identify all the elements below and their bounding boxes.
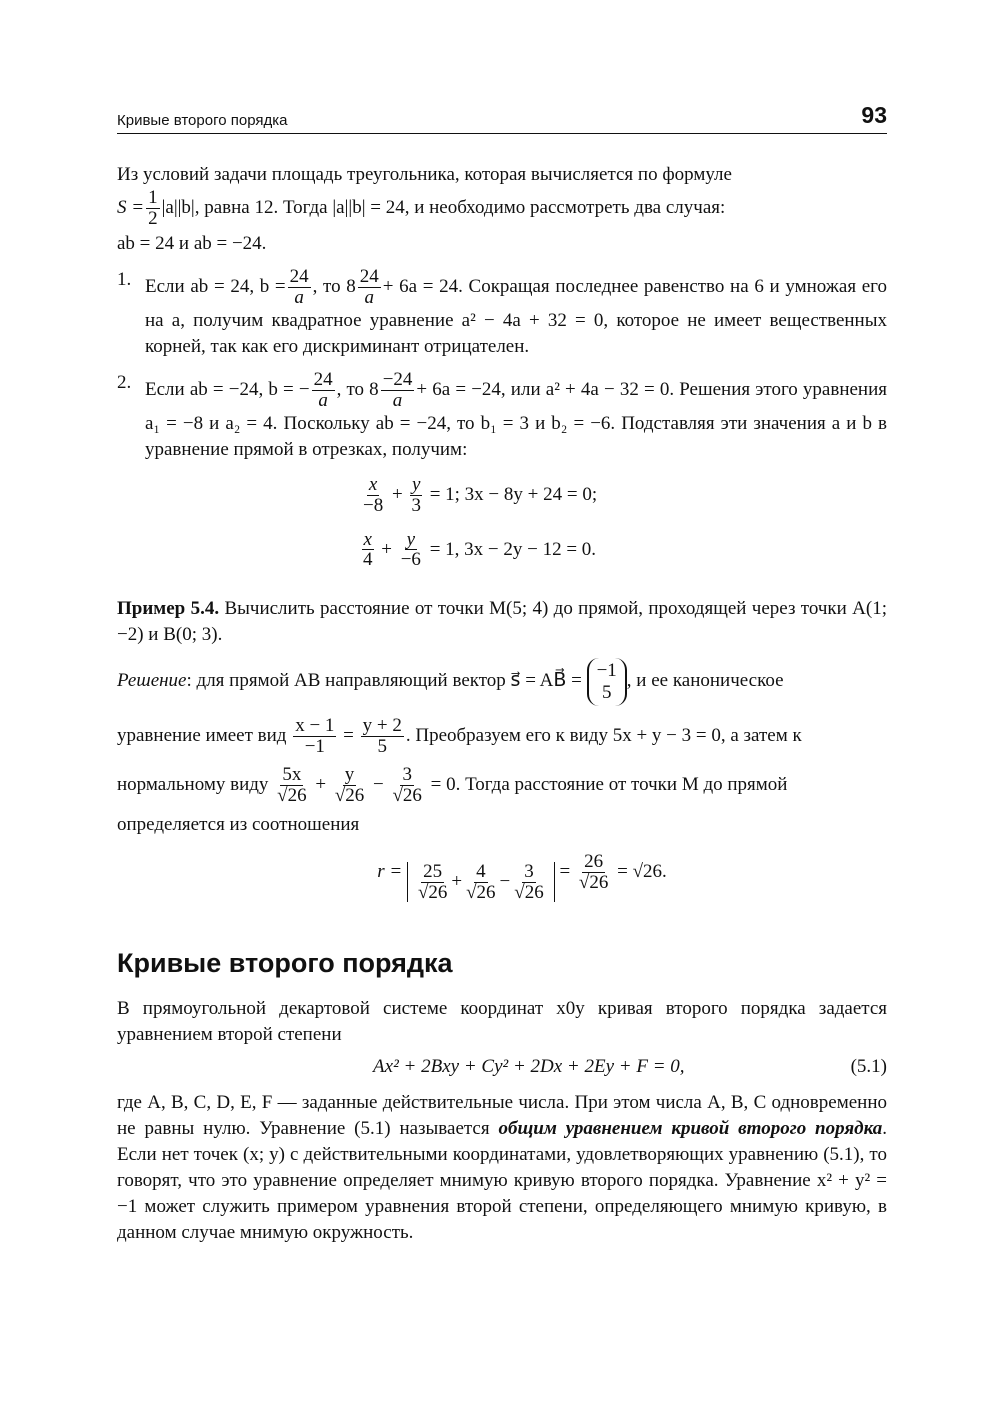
page — [117, 95, 887, 1246]
running-header — [117, 95, 887, 134]
distance-formula: r = $\frac{25}{√26}$ + $\frac{4}{√26}$ − $\frac{3}{√26}$ = $\frac{26}{√26}$ = √26. — [377, 850, 667, 903]
page-body — [117, 162, 887, 1246]
solution-line-4: определяется из соотношения — [117, 813, 360, 835]
list-item-1: 1. Если ab = 24, b = $\frac{24}{a}$ , то 8 $\frac{24}{a}$ + 6a = 24. Сокращая последнее равенство на 6 и умножая его на a, получим квадратное уравнение a² − 4a + 32 = 0, которое не имеет вещественных корней, так как его дискриминант отрицателен. — [117, 265, 887, 357]
intro-line-3: ab = 24 и ab = −24. — [117, 232, 267, 254]
intro-line-1: Из условий задачи площадь треугольника, которая вычисляется по формуле — [117, 164, 732, 185]
list-item-2: 2. Если ab = −24, b = − $\frac{24}{a}$ , то 8 $\frac{-24}{a}$ + 6a = −24, или a² + 4a − 32 = 0. Решения этого уравнения a₁ = −8 и a₂ = 4. Поскольку ab = −24, то b₁ = 3 и b₂ = −6. Подставляя эти значения a и b в уравнение прямой в отрезках, получим: — [117, 368, 887, 460]
equation-5-1 — [117, 1054, 887, 1080]
section-heading: Кривые второго порядка — [117, 948, 453, 979]
segment-equation-2: $\frac{x}{4}$ + $\frac{y}{-6}$ = 1, 3x − 2y − 12 = 0. — [363, 528, 597, 571]
solution-line-2: уравнение имеет вид $\frac{x - 1}{-1}$ = $\frac{y + 2}{5}$ . Преобразуем его к виду 5x + y − 3 = 0, а затем к — [117, 715, 802, 757]
page-number: 93 — [861, 102, 887, 128]
example-5-4: Пример 5.4. Вычислить расстояние от точки M(5; 4) до прямой, проходящей через точки A(1; −2) и B(0; 3). — [117, 598, 887, 646]
intro-line-2: S = $\frac{1}{2}$ |a||b|, равна 12. Тогда |a||b| = 24, и необходимо рассмотреть два случая: — [117, 187, 726, 229]
general-equation: Ax² + 2Bxy + Cy² + 2Dx + 2Ey + F = 0, — [373, 1056, 685, 1078]
half-fraction: $\frac{1}{2}$ — [148, 187, 158, 229]
header-title: Кривые второго порядка — [117, 112, 288, 129]
solution-line-3: нормальному виду $\frac{5x}{√26}$ + $\frac{y}{√26}$ − $\frac{3}{√26}$ = 0. Тогда расстояние от точки M до прямой — [117, 763, 788, 806]
equation-number: (5.1) — [850, 1056, 887, 1078]
section-paragraph-2: где A, B, C, D, E, F — заданные действительные числа. При этом числа A, B, C одновременно не равны нулю. Уравнение (5.1) называется общим уравнением кривой второго порядка. Если нет точек (x; y) с действительными координатами, удовлетворяющих уравнению (5.1), то говорят, что это уравнение определяет мнимую кривую второго порядка. Уравнение x² + y² = −1 может служить примером уравнения второй степени, определяющего мнимую кривую, в данном случае мнимую окружность. — [117, 1092, 887, 1244]
segment-equation-1: $\frac{x}{-8}$ + $\frac{y}{3}$ = 1; 3x − 8y + 24 = 0; — [363, 473, 598, 516]
solution-line-1: Решение: для прямой AB направляющий вектор s⃗ = AB⃗ = −1 5 , и ее каноническое — [117, 658, 887, 706]
direction-vector: −1 5 — [587, 658, 627, 706]
section-paragraph-1: В прямоугольной декартовой системе координат x0y кривая второго порядка задается уравнением второй степени — [117, 998, 887, 1046]
